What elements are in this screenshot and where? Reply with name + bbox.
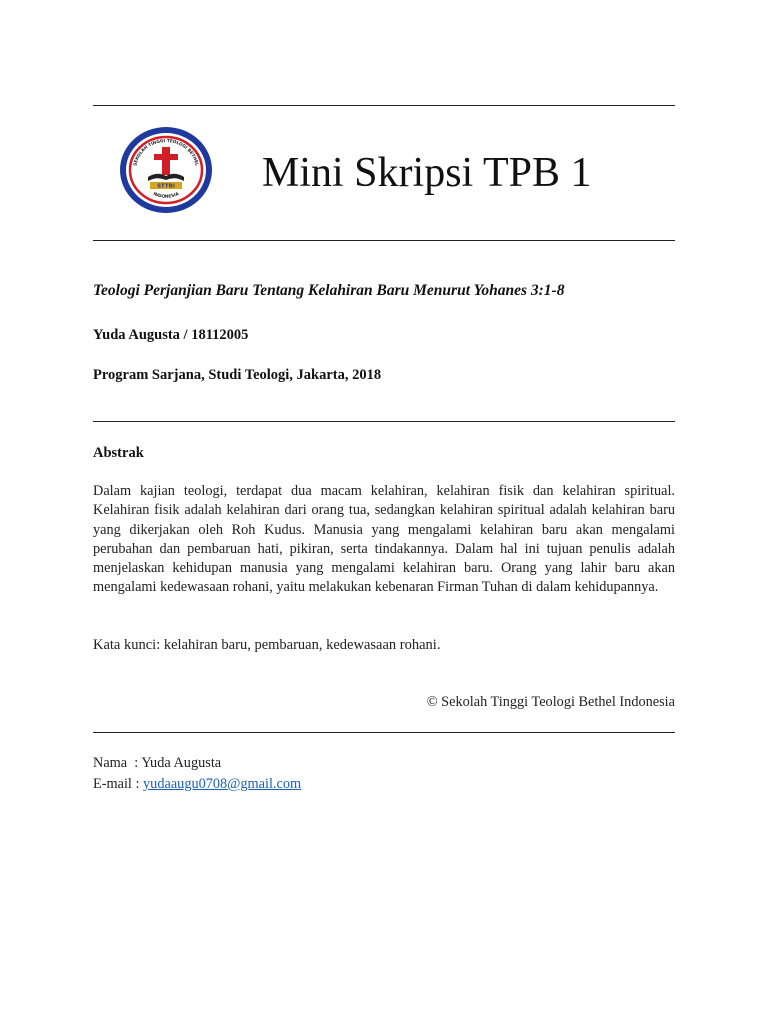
email-label: E-mail :	[93, 776, 144, 792]
email-link[interactable]: yudaaugu0708@gmail.com	[143, 776, 302, 792]
name-value: Yuda Augusta	[141, 755, 222, 771]
copyright-notice: © Sekolah Tinggi Teologi Bethel Indonesia	[426, 694, 675, 710]
name-label: Nama :	[93, 755, 142, 771]
seal-banner-text: STTBI	[157, 183, 175, 190]
abstract-heading: Abstrak	[93, 445, 144, 461]
footer-rule	[93, 732, 675, 733]
top-rule	[93, 105, 675, 106]
seal-ring-text-top: SEKOLAH TINGGI TEOLOGI BETHEL	[133, 138, 199, 167]
keywords-line: Kata kunci: kelahiran baru, pembaruan, kedewasaan rohani.	[93, 637, 441, 653]
paper-title: Teologi Perjanjian Baru Tentang Kelahiran Baru Menurut Yohanes 3:1-8	[93, 282, 565, 299]
seal-ring-text-bottom: INDONESIA	[152, 191, 180, 200]
section-rule	[93, 421, 675, 422]
document-title: Mini Skripsi TPB 1	[262, 150, 592, 196]
author-line: Yuda Augusta / 18112005	[93, 327, 249, 343]
header-bottom-rule	[93, 240, 675, 241]
program-line: Program Sarjana, Studi Teologi, Jakarta, 2018	[93, 367, 382, 383]
school-seal-icon	[118, 125, 214, 215]
abstract-body: Dalam kajian teologi, terdapat dua macam kelahiran, kelahiran fisik dan kelahiran spiritual. Kelahiran fisik adalah kelahiran dari orang tua, sedangkan kelahiran spiritual adalah kelahiran baru yang dikerjakan oleh Roh Kudus. Manusia yang mengalami kelahiran baru akan mengalami perubahan dan pembaruan hati, pikiran, serta tindakannya. Dalam hal ini tujuan penulis adalah menjelaskan kehidupan manusia yang mengalami kelahiran baru. Orang yang lahir baru akan mengalami kedewasaan rohani, yaitu melakukan kebenaran Firman Tuhan di dalam kehidupannya.	[93, 483, 675, 596]
contact-name-row	[93, 753, 221, 773]
contact-email-row	[93, 774, 301, 794]
